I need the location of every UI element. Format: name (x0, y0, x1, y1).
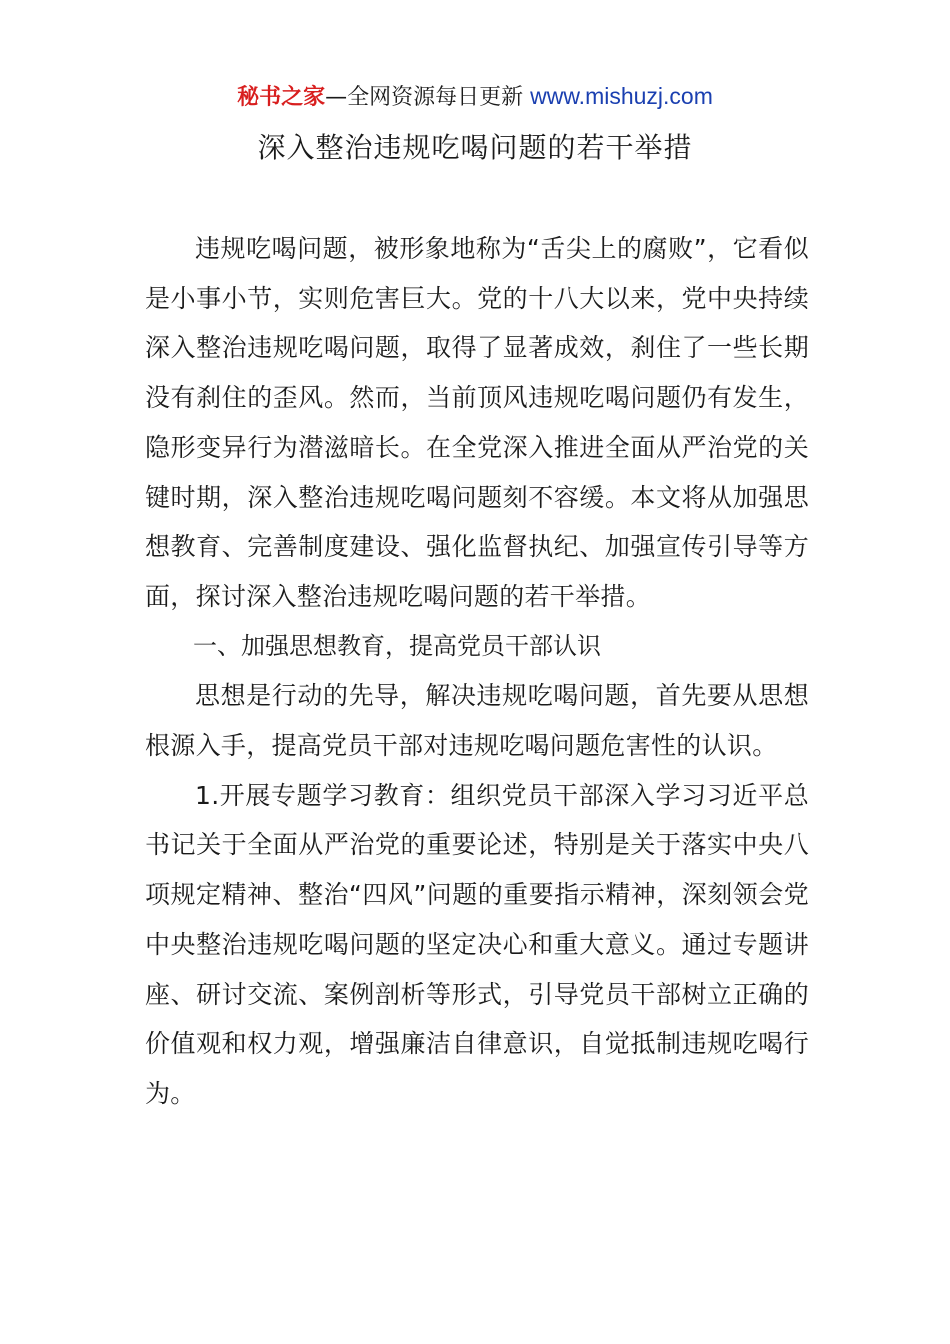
header-tagline: —全网资源每日更新 (325, 85, 531, 110)
brand-name: 秘书之家 (237, 85, 326, 110)
section-heading: 一、加强思想教育，提高党员干部认识 (193, 631, 601, 660)
document-body (145, 224, 809, 1119)
document-title: 深入整治违规吃喝问题的若干举措 (257, 131, 693, 164)
site-url-link[interactable]: www.mishuzj.com (530, 83, 713, 109)
section-paragraph: 思想是行动的先导，解决违规吃喝问题，首先要从思想根源入手，提高党员干部对违规吃喝问题危害性的认识。 (145, 681, 809, 761)
item-paragraph: 1.开展专题学习教育：组织党员干部深入学习习近平总书记关于全面从严治党的重要论述，特别是关于落实中央八项规定精神、整治“四风”问题的重要指示精神，深刻领会党中央整治违规吃喝问题的坚定决心和重大意义。通过专题讲座、研讨交流、案例剖析等形式，引导党员干部树立正确的价值观和权力观，增强廉洁自律意识，自觉抵制违规吃喝行为。 (145, 780, 809, 1108)
intro-paragraph: 违规吃喝问题，被形象地称为“舌尖上的腐败”，它看似是小事小节，实则危害巨大。党的十八大以来，党中央持续深入整治违规吃喝问题，取得了显著成效，刹住了一些长期没有刹住的歪风。然而，当前顶风违规吃喝问题仍有发生，隐形变异行为潜滋暗长。在全党深入推进全面从严治党的关键时期，深入整治违规吃喝问题刻不容缓。本文将从加强思想教育、完善制度建设、强化监督执纪、加强宣传引导等方面，探讨深入整治违规吃喝问题的若干举措。 (145, 234, 809, 611)
site-header (0, 80, 950, 114)
